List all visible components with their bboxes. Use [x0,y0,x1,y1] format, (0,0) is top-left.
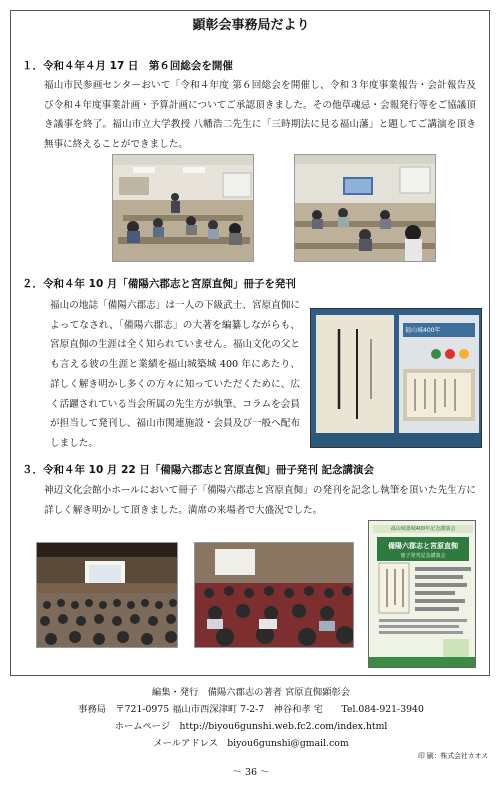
meeting-photo-1 [112,154,254,262]
lecture-photo-1 [36,542,178,648]
poster-title: 備陽六郡志と宮原直倁 [388,541,458,550]
poster-subtitle: 冊子発刊記念講演会 [400,553,446,559]
printer-credit: 印 刷：株式会社カオス [417,752,488,760]
section-3-heading: ３．令和４年 10 月 22 日「備陽六郡志と宮原直倁」冊子発刊 記念講演会 [22,464,374,476]
section-1-body: 福山市民参画センターおいて「令和４年度 第６回総会を開催し、令和３年度事業報告・会計報告及び令和４年度事業計画・予算計画についてご承認頂きました。その他草魂忌・会報発行等をご協議頂き議事を終了。福山市立大学教授 八幡浩二先生に「三時期法に見る福山藩」と題してご講演を頂き無事に終えることができました。 [44,80,476,150]
footer-editor: 編集・発行 備陽六郡志の著者 宮原直倁顕彰会 [151,687,351,698]
meeting-photo-2 [294,154,436,262]
page-number: ～ 36 ～ [232,767,270,778]
page-title: 顕彰会事務局だより [192,18,310,33]
book-cover-image [310,308,482,448]
lecture-photo-2 [194,542,354,648]
event-poster [368,520,476,668]
footer-office: 事務局 〒721-0975 福山市西深津町 7-2-7 神谷和孝 宅 Tel.084-921-3940 [78,704,424,715]
poster-top-text: 福山城築城400年記念講演会 [390,526,456,532]
footer-email: メールアドレス biyou6gunshi@gmail.com [153,738,349,749]
section-1-heading: １．令和４年４月 17 日 第６回総会を開催 [22,60,233,72]
section-3-body: 神辺文化会館小ホールにおいて冊子「備陽六郡志と宮原直倁」の発刊を記念し執筆を頂いた先生方に詳しく解き明かして頂きました。満席の来場者で大盛況でした。 [44,485,476,516]
footer-homepage: ホームページ http://biyou6gunshi.web.fc2.com/index.html [114,721,388,732]
section-2-body: 福山の地誌「備陽六郡志」は一人の下級武士、宮原直倁によってなされ、「備陽六郡志」の大著を編纂しながらも、宮原直倁の生涯は全く知られていません。福山文化の父とも言える彼の生涯と業績を福山城築城 400 年にあたり、詳しく解き明かし多くの方々に知っていただくために、広く活躍されている当会所属の先生方が執筆、コラムを会員が担当して発刊し、福山市関連施設・会員及び一般へ配布しました。 [50,300,301,449]
book-badge: 福山城400年 [405,327,441,334]
section-2-heading: ２．令和４年 10 月「備陽六郡志と宮原直倁」冊子を発刊 [22,278,296,290]
